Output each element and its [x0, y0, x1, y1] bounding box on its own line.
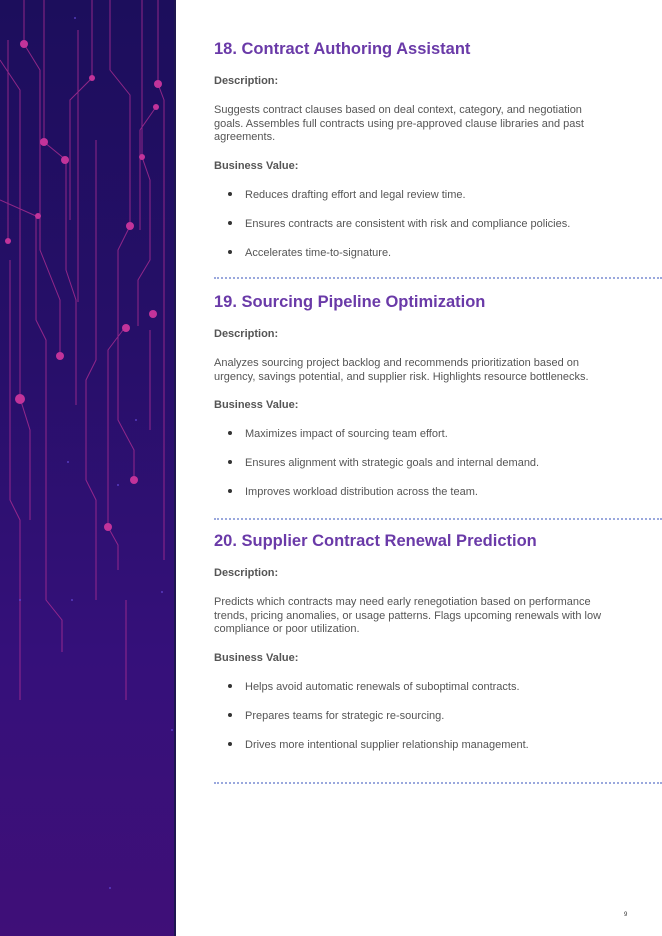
- bullet-icon: [228, 489, 232, 493]
- list-item: [228, 486, 478, 498]
- page-number: 9: [624, 912, 628, 918]
- sidebar-edge: [174, 0, 176, 936]
- bullet-icon: [228, 684, 232, 688]
- list-item: [228, 247, 391, 259]
- description-label: Description:: [214, 328, 279, 340]
- bullet-icon: [228, 431, 232, 435]
- list-item: [228, 428, 448, 440]
- list-item: [228, 457, 539, 469]
- list-item-text: Reduces drafting effort and legal review time.: [245, 189, 466, 201]
- section-divider: [214, 782, 662, 784]
- list-item-text: Drives more intentional supplier relationship management.: [245, 739, 529, 751]
- list-item: [228, 189, 466, 201]
- section-divider: [214, 518, 662, 520]
- list-item-text: Maximizes impact of sourcing team effort.: [245, 428, 448, 440]
- description-text: Analyzes sourcing project backlog and recommends prioritization based on urgency, savings potential, and supplier risk. Highlights resource bottlenecks.: [214, 357, 589, 383]
- list-item: [228, 739, 529, 751]
- bullet-icon: [228, 221, 232, 225]
- business-value-label: Business Value:: [214, 399, 299, 411]
- list-item-text: Helps avoid automatic renewals of suboptimal contracts.: [245, 681, 520, 693]
- section-heading: 18. Contract Authoring Assistant: [214, 40, 471, 58]
- section-heading: 20. Supplier Contract Renewal Prediction: [214, 532, 537, 550]
- bullet-icon: [228, 460, 232, 464]
- description-text: Predicts which contracts may need early renegotiation based on performance trends, pricing anomalies, or usage patterns. Flags upcoming renewals with low compliance or poor utilization.: [214, 596, 602, 635]
- list-item: [228, 710, 444, 722]
- circuit-pattern-graphic: [0, 0, 174, 936]
- description-text: Suggests contract clauses based on deal context, category, and negotiation goals. Assembles full contracts using pre-approved clause libraries and past agreements.: [214, 104, 584, 143]
- description-label: Description:: [214, 567, 279, 579]
- list-item-text: Improves workload distribution across the team.: [245, 486, 478, 498]
- description-label: Description:: [214, 75, 279, 87]
- bullet-icon: [228, 192, 232, 196]
- business-value-label: Business Value:: [214, 652, 299, 664]
- list-item-text: Prepares teams for strategic re-sourcing.: [245, 710, 445, 722]
- list-item: [228, 681, 520, 693]
- bullet-icon: [228, 742, 232, 746]
- business-value-label: Business Value:: [214, 160, 299, 172]
- list-item: [228, 218, 570, 230]
- bullet-icon: [228, 713, 232, 717]
- list-item-text: Accelerates time-to-signature.: [245, 247, 392, 259]
- list-item-text: Ensures alignment with strategic goals and internal demand.: [245, 457, 540, 469]
- list-item-text: Ensures contracts are consistent with risk and compliance policies.: [245, 218, 571, 230]
- section-heading: 19. Sourcing Pipeline Optimization: [214, 293, 486, 311]
- bullet-icon: [228, 250, 232, 254]
- circuit-sidebar-decoration: [0, 0, 174, 936]
- section-divider: [214, 277, 662, 279]
